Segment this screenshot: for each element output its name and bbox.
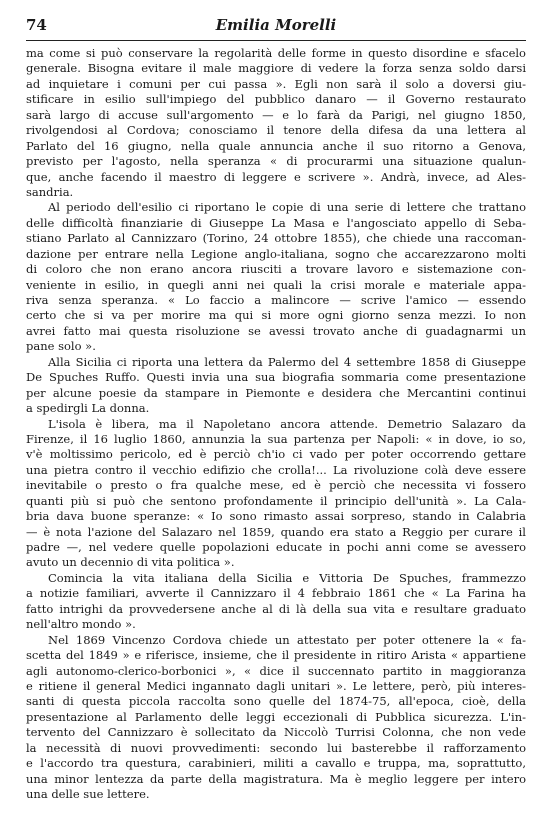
text-line: e l'accordo tra questura, carabinieri, militi a cavallo e truppa, ma, soprattutto, <box>26 756 526 771</box>
text-line: la necessità di nuovi provvedimenti: secondo lui basterebbe il rafforzamento <box>26 740 526 755</box>
text-line: nell'altro mondo ». <box>26 617 136 632</box>
text-line: pane solo ». <box>26 339 96 354</box>
text-line: stificare in esilio sull'impiego del pubblico danaro — il Governo restaurato <box>26 92 526 107</box>
text-line: una delle sue lettere. <box>26 787 150 801</box>
text-line: a spedirgli La donna. <box>26 401 150 416</box>
text-line: ma come si può conservare la regolarità delle forme in questo disordine e sfacelo <box>26 46 526 60</box>
text-line: di coloro che non erano ancora riusciti a trovare lavoro e sistemazione con- <box>26 262 526 277</box>
text-line: veniente in esilio, in quegli anni nei quali la crisi morale e materiale appa- <box>26 277 526 292</box>
text-line: una pietra contro il vecchio edifizio che crolla!... La rivoluzione colà deve essere <box>26 462 526 477</box>
text-line: e ritiene il general Medici ingannato dagli unitari ». Le lettere, però, più interes- <box>26 678 526 693</box>
text-line: fatto intrighi da provvedersene anche al di là della sua vita e resultare graduato <box>26 601 526 616</box>
body-text <box>26 46 526 802</box>
text-line: a notizie familiari, avverte il Cannizzaro il 4 febbraio 1861 che « La Farina ha <box>26 586 526 601</box>
text-line: Firenze, il 16 luglio 1860, annunzia la sua partenza per Napoli: « in dove, io so, <box>26 431 526 446</box>
header-rule <box>26 40 526 41</box>
text-line: presentazione al Parlamento delle leggi eccezionali di Pubblica sicurezza. L'in- <box>26 709 526 724</box>
text-line: agli autonomo-clerico-borbonici », « dice il succennato partito in maggioranza <box>26 663 526 678</box>
running-title: Emilia Morelli <box>215 16 337 34</box>
text-line: v'è moltissimo pericolo, ed è perciò ch'io ci vado per poter occorrendo gettare <box>26 447 526 462</box>
text-line: De Spuches Ruffo. Questi invia una sua biografia sommaria come presentazione <box>26 370 526 385</box>
text-line: Al periodo dell'esilio ci riportano le copie di una serie di lettere che trattano <box>48 200 526 215</box>
text-line: quanti più si può che sentono profondamente il principio dell'unità ». La Cala- <box>26 493 526 508</box>
text-line: Parlato del 16 giugno, nella quale annuncia anche il suo ritorno a Genova, <box>26 138 526 153</box>
text-line: ad inquietare i comuni per cui passa ». Egli non sarà il solo a doversi giu- <box>26 76 526 91</box>
text-line: riva senza speranza. « Lo faccio a malincore — scrive l'amico — essendo <box>26 293 526 307</box>
text-line: que, anche facendo il maestro di leggere e scrivere ». Andrà, invece, ad Ales- <box>26 169 526 184</box>
text-line: generale. Bisogna evitare il male maggiore di vedere la forza senza soldo darsi <box>26 61 526 76</box>
text-line: Alla Sicilia ci riporta una lettera da Palermo del 4 settembre 1858 di Giuseppe <box>48 354 526 369</box>
text-line: previsto per l'agosto, nella speranza « di procurarmi una situazione qualun- <box>26 154 526 169</box>
text-line: stiano Parlato al Cannizzaro (Torino, 24 ottobre 1855), che chiede una raccoman- <box>26 231 526 246</box>
text-line: sarà largo di accuse sull'argomento — e lo farà da Parigi, nel giugno 1850, <box>26 107 526 122</box>
text-line: una minor lentezza da parte della magistratura. Ma è meglio leggere per intero <box>26 771 526 786</box>
text-line: L'isola è libera, ma il Napoletano ancora attende. Demetrio Salazaro da <box>48 416 526 431</box>
text-line: avuto un decennio di vita politica ». <box>26 555 235 570</box>
text-line: dazione per entrare nella Legione anglo-italiana, sogno che accarezzarono molti <box>26 246 526 261</box>
page-header <box>26 16 526 38</box>
text-line: sandria. <box>26 184 74 199</box>
text-line: Nel 1869 Vincenzo Cordova chiede un attestato per poter ottenere la « fa- <box>48 632 526 647</box>
text-line: delle difficoltà finanziarie di Giuseppe La Masa e l'angosciato appello di Seba- <box>26 215 526 230</box>
text-line: — è nota l'azione del Salazaro nel 1859, quando era stato a Reggio per curare il <box>26 524 526 539</box>
text-line: padre —, nel vedere quelle popolazioni educate in pochi anni come se avessero <box>26 540 526 554</box>
text-line: Comincia la vita italiana della Sicilia e Vittoria De Spuches, frammezzo <box>48 570 526 585</box>
text-line: inevitabile o presto o fra qualche mese, ed è perciò che necessita vi fossero <box>26 478 526 493</box>
page-number: 74 <box>26 16 47 34</box>
text-line: certo che si va per morire ma qui si more ogni giorno senza mezzi. Io non <box>26 308 526 323</box>
text-line: rivolgendosi al Cordova; conosciamo il tenore della difesa da una lettera al <box>26 123 526 138</box>
text-line: scetta del 1849 » e riferisce, insieme, che il presidente in ritiro Arista « appartiene <box>26 648 526 663</box>
text-line: tervento del Cannizzaro è sollecitato da Niccolò Turrisi Colonna, che non vede <box>26 725 526 740</box>
text-line: avrei fatto mai questa risoluzione se avessi trovato anche di guadagnarmi un <box>26 323 526 338</box>
text-line: santi di questa piccola raccolta sono quelle del 1874-75, all'epoca, cioè, della <box>26 694 526 709</box>
text-line: per alcune poesie da stampare in Piemonte e desidera che Mercantini continui <box>26 385 526 400</box>
text-line: bria dava buone speranze: « Io sono rimasto assai sorpreso, stando in Calabria <box>26 509 526 524</box>
